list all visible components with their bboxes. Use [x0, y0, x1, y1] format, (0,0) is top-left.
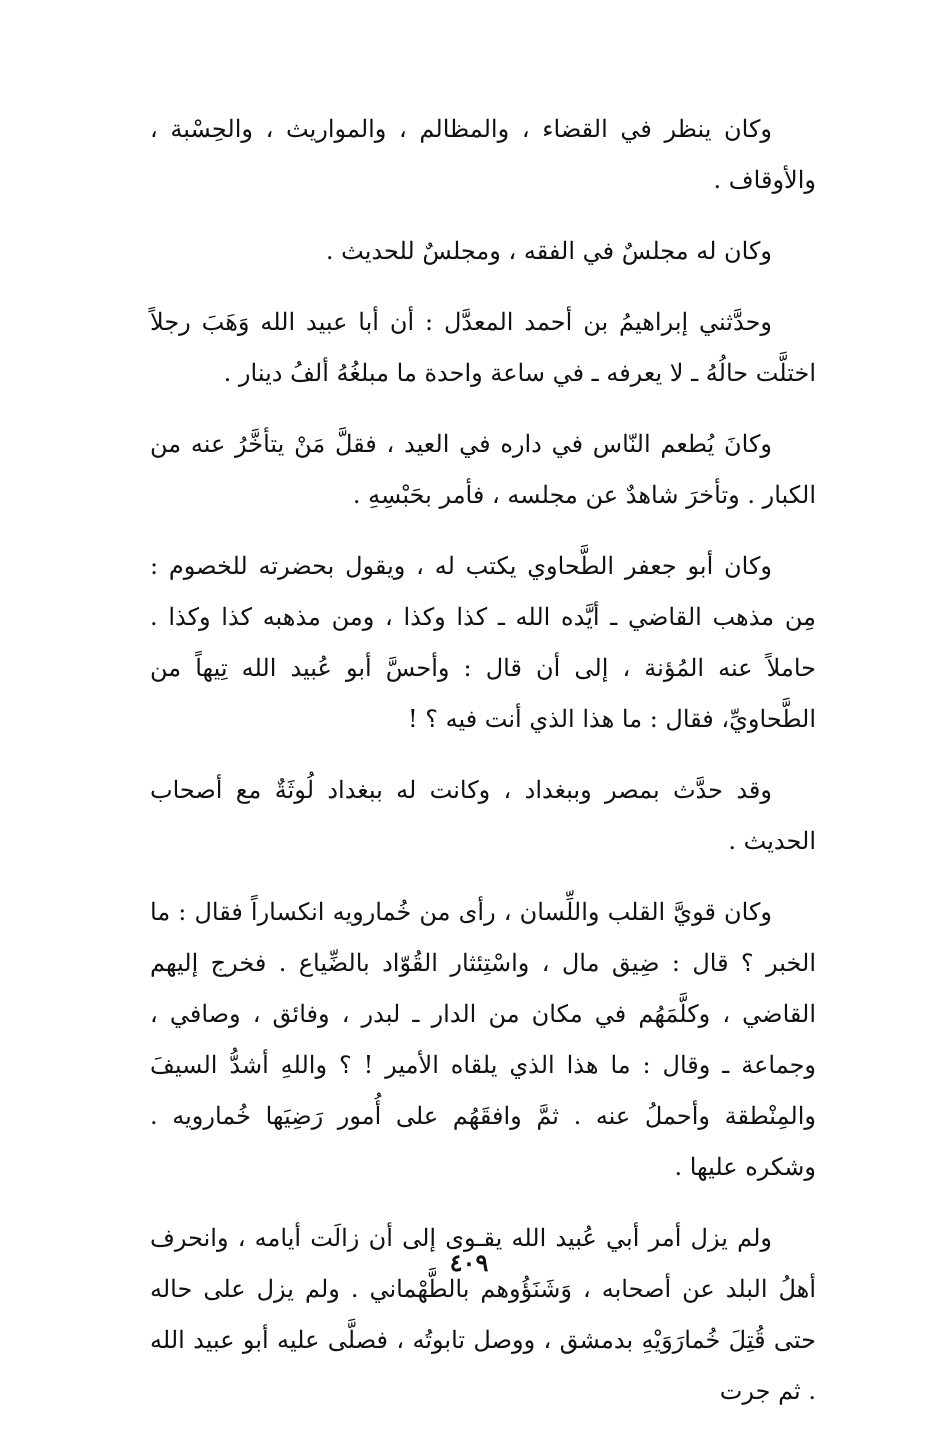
page-number: ٤٠٩: [449, 1248, 489, 1277]
body-text: [150, 104, 816, 1437]
paragraph: وحدَّثني إبراهيمُ بن أحمد المعدَّل : أن أبا عبيد الله وَهَبَ رجلاً اختلَّت حالُهُ ـ لا يعرفه ـ في ساعة واحدة ما مبلغُهُ ألفُ دينار .: [150, 308, 816, 387]
paragraph: وكان أبو جعفر الطَّحاوي يكتب له ، ويقول بحضرته للخصوم : مِن مذهب القاضي ـ أيَّده الله ـ كذا وكذا ، ومن مذهبه كذا وكذا . حاملاً عنه المُؤنة ، إلى أن قال : وأحسَّ أبو عُبيد الله تِيهاً من الطَّحاويِّ، فقال : ما هذا الذي أنت فيه ؟ !: [150, 552, 816, 733]
paragraph: وقد حدَّث بمصر وببغداد ، وكانت له ببغداد لُوثَةٌ مع أصحاب الحديث .: [150, 776, 816, 855]
paragraph: وكان قويَّ القلب واللِّسان ، رأى من خُمارويه انكساراً فقال : ما الخبر ؟ قال : ضِيق مال ، واسْتِئثار القُوّاد بالضِّياع . فخرج إليهم القاضي ، وكلَّمَهُم في مكان من الدار ـ لبدر ، وفائق ، وصافي ، وجماعة ـ وقال : ما هذا الذي يلقاه الأمير ! ؟ واللهِ أشدُّ السيفَ والمِنْطقة وأحملُ عنه . ثمَّ وافقَهُم على أُمور رَضِيَها خُمارويه . وشكره عليها .: [150, 898, 816, 1181]
paragraph: وكان ينظر في القضاء ، والمظالم ، والمواريث ، والحِسْبة ، والأوقاف .: [150, 115, 816, 194]
paragraph: وكانَ يُطعم النّاس في داره في العيد ، فقلَّ مَنْ يتأخَّرُ عنه من الكبار . وتأخرَ شاهدٌ عن مجلسه ، فأمر بحَبْسِهِ .: [150, 430, 816, 509]
paragraph: وكان له مجلسٌ في الفقه ، ومجلسٌ للحديث .: [325, 237, 772, 265]
paragraph: ولم يزل أمر أبي عُبيد الله يقـوى إلى أن زالَت أيامه ، وانحرف أهلُ البلد عن أصحابه ، وَشَنَؤُوهم بالطَّهْماني . ولم يزل على حاله حتى قُتِلَ خُمارَوَيْهِ بدمشق ، ووصل تابوتُه ، فصلَّى عليه أبو عبيد الله . ثم جرت: [150, 1224, 816, 1405]
